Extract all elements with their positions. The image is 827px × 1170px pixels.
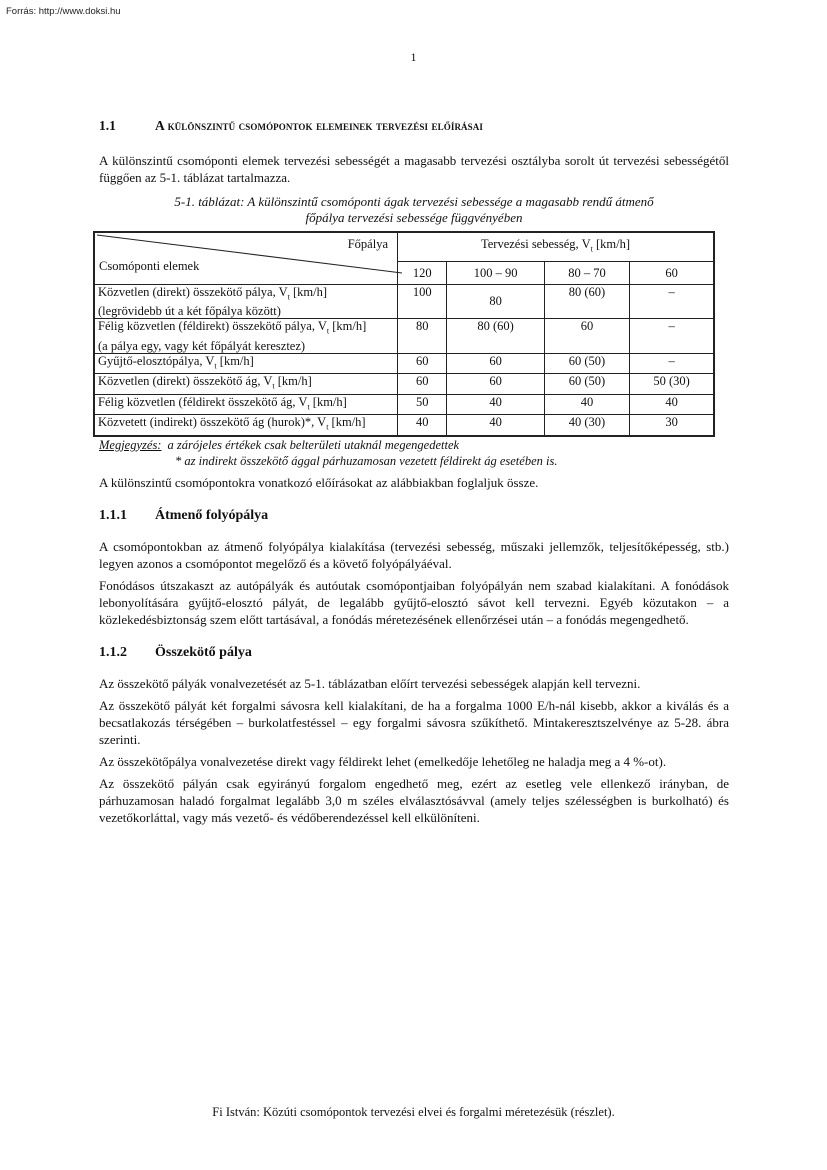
table-cell: 50 (30) — [630, 374, 714, 395]
corner-main-road-label: Főpálya — [347, 237, 388, 251]
subsection-2-number: 1.1.2 — [99, 644, 127, 660]
row-label: Közvetlen (direkt) összekötő ág, $V_t$ [km/h] — [94, 374, 398, 395]
note-line-2: * az indirekt összekötő ággal párhuzamosan vezetett féldirekt ág esetében is. — [175, 453, 558, 468]
note-line-1: a zárójeles értékek csak belterületi utaknál megengedettek — [167, 437, 460, 452]
table-cell: 50 — [398, 394, 447, 415]
row-label: Félig közvetlen (féldirekt összekötő ág, $V_t$ [km/h] — [94, 394, 398, 415]
table-cell: 60 — [447, 353, 544, 374]
row-label: Gyűjtő-elosztópálya, $V_t$ [km/h] — [94, 353, 398, 374]
subsection-1-number: 1.1.1 — [99, 507, 127, 523]
sub2-paragraph: Az összekötő pályák vonalvezetését az 5-1. táblázatban előírt tervezési sebességek alapján kell tervezni. — [99, 675, 641, 691]
subsection-2-title: Összekötő pálya — [155, 644, 252, 660]
table-row — [94, 353, 714, 374]
column-header: 100 – 90 — [447, 261, 544, 284]
table-row — [94, 415, 714, 436]
page-number: 1 — [410, 50, 417, 64]
corner-elements-label: Csomóponti elemek — [99, 259, 200, 273]
table-cell: 60 (50) — [544, 353, 629, 374]
table-cell: 60 — [544, 319, 629, 354]
table-cell: 80 (60) — [544, 284, 629, 319]
sub2-paragraph: Az összekötőpálya vonalvezetése direkt vagy féldirekt lehet (emelkedője lehetőleg ne haladja meg a 4 %-ot). — [99, 753, 667, 769]
column-header: 60 — [630, 261, 714, 284]
column-header: 80 – 70 — [544, 261, 629, 284]
table-cell: 40 — [544, 394, 629, 415]
subsection-1-heading — [99, 508, 729, 524]
subsection-1-title: Átmenő folyópálya — [155, 507, 269, 523]
table-cell: 60 — [398, 374, 447, 395]
table-cell: 40 — [398, 415, 447, 436]
table-cell: 30 — [630, 415, 714, 436]
table-cell: 60 — [398, 353, 447, 374]
table-row — [94, 319, 714, 354]
table-cell: – — [630, 284, 714, 319]
table-cell: – — [630, 319, 714, 354]
sub1-paragraph: A csomópontokban az átmenő folyópálya kialakítása (tervezési sebesség, műszaki jellemzők, teljesítőképesség, stb.) legyen azonos a csomópontot megelőző és a követő folyópályáéval. — [99, 538, 729, 571]
table-body — [94, 284, 714, 436]
table-cell: 40 — [630, 394, 714, 415]
table-row — [94, 284, 714, 319]
note-label: Megjegyzés: — [99, 437, 162, 452]
row-label: Közvetett (indirekt) összekötő ág (hurok)*, $V_t$ [km/h] — [94, 415, 398, 436]
column-header: 120 — [398, 261, 447, 284]
table-cell: 40 — [447, 394, 544, 415]
table-caption: 5-1. táblázat: A különszintű csomóponti ágak tervezési sebessége a magasabb rendű átmenő főpálya tervezési sebessége függvényében — [174, 194, 654, 225]
sub2-paragraph: Az összekötő pályát két forgalmi sávosra kell kialakítani, de ha a forgalma 1000 E/h-nál kisebb, akkor a kiválás és a becsatlakozás térségében – burkolatfestéssel – egy forgalmi sávosra szűkíthető. Mintakeresztszelvénye az 5-28. ábra szerinti. — [99, 697, 729, 747]
table-corner-cell — [94, 232, 398, 284]
section-number: 1.1 — [99, 118, 116, 133]
page-footer: Fi István: Közúti csomópontok tervezési elvei és forgalmi méretezésük (részlet). — [212, 1105, 615, 1119]
document-body — [99, 118, 729, 831]
speed-table — [93, 231, 715, 437]
table-cell: 40 (30) — [544, 415, 629, 436]
table-note — [99, 437, 729, 469]
speed-group-header: Tervezési sebesség, $V_t$ [km/h] — [398, 232, 715, 261]
table-cell: 60 (50) — [544, 374, 629, 395]
table-cell: 80 (60) — [447, 319, 544, 354]
table-cell: 80 — [398, 319, 447, 354]
section-heading — [99, 118, 729, 134]
table-cell: 40 — [447, 415, 544, 436]
table-cell: 100 — [398, 284, 447, 319]
sub2-paragraph: Az összekötő pályán csak egyirányú forgalom engedhető meg, ezért az esetleg vele ellenkező irányban, de párhuzamosan haladó forgalmat legalább 3,0 m széles elválasztósávval (amely teljes szélességben is burkolható) és vezetőkorláttal, vagy más vezető- és védőberendezéssel kell elkülöníteni. — [99, 775, 729, 825]
row-label: Közvetlen (direkt) összekötő pálya, $V_t$ [km/h] (legrövidebb út a két főpálya között) — [94, 284, 398, 319]
row-label: Félig közvetlen (féldirekt) összekötő pálya, $V_t$ [km/h] (a pálya egy, vagy két főpályát keresztez) — [94, 319, 398, 354]
subsection-2-heading — [99, 645, 729, 661]
source-url: Forrás: http://www.doksi.hu — [6, 6, 121, 17]
after-table-paragraph: A különszintű csomópontokra vonatkozó előírásokat az alábbiakban foglaljuk össze. — [99, 474, 539, 490]
table-cell: 60 — [447, 374, 544, 395]
section-title: A különszintű csomópontok elemeinek tervezési előírásai — [155, 118, 483, 133]
intro-paragraph: A különszintű csomóponti elemek tervezési sebességét a magasabb tervezési osztályba sorolt út tervezési sebességétől függően az 5-1. táblázat tartalmazza. — [99, 153, 729, 185]
sub1-paragraph: Fonódásos útszakaszt az autópályák és autóutak csomópontjaiban folyópályán nem szabad kialakítani. A fonódások lebonyolítására gyűjtő-elosztó pályát, de legalább gyűjtő-elosztó sávot kell tervezni. Egyéb közutakon – a közlekedésbiztonság szem előtt tartásával, a fonódás méretezésének ellenőrzései után – a fonódás megengedhető. — [99, 577, 729, 627]
table-cell: – — [630, 353, 714, 374]
table-row — [94, 374, 714, 395]
table-cell: 80 — [447, 284, 544, 319]
table-row — [94, 394, 714, 415]
